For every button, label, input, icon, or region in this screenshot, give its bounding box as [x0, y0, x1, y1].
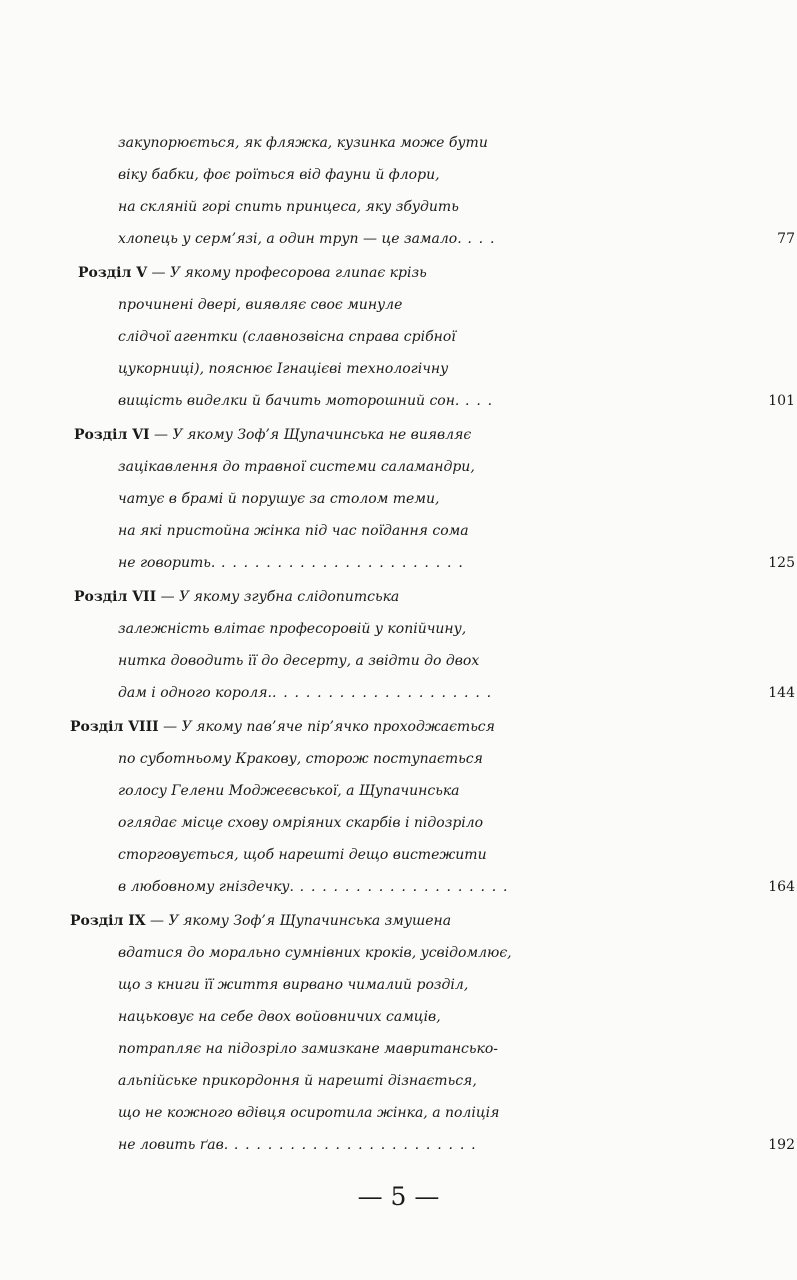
chapter-label: Розділ VI	[74, 427, 150, 443]
toc-line: на які пристойна жінка під час поїдання сома	[118, 523, 469, 539]
chapter-label: Розділ VIII	[70, 719, 159, 735]
toc-line: альпійське прикордоння й нарешті дізнається,	[118, 1073, 477, 1089]
chapter-summary-start: — У якому згубна слідопитська	[156, 589, 400, 605]
page-number-footer: — 5 —	[357, 1182, 440, 1211]
toc-line: зацікавлення до травної системи саламандри,	[118, 459, 475, 475]
toc-line: голосу Гелени Моджеєвської, а Щупачинська	[118, 783, 460, 799]
toc-line: чатує в брамі й порушує за столом теми,	[118, 491, 440, 507]
toc-line-last	[0, 677, 797, 709]
toc-page-number: 192	[768, 1137, 795, 1153]
toc-line: оглядає місце схову омріяних скарбів і підозріло	[118, 815, 484, 831]
toc-line: нитка доводить її до десерту, а звідти до двох	[118, 653, 480, 669]
toc-entry-head	[0, 419, 797, 451]
toc-leader-dots: . . . . . . . . . . . . . . . . . . . . . .	[215, 555, 464, 571]
toc-line: що не кожного вдівця осиротила жінка, а поліція	[118, 1105, 500, 1121]
toc-page-number: 125	[768, 555, 795, 571]
toc-line-text: не ловить ґав.	[118, 1137, 229, 1153]
chapter-summary-start: — У якому професорова глипає крізь	[147, 265, 427, 281]
toc-line: потрапляє на підозріло замизкане мавритансько-	[118, 1041, 499, 1057]
toc-leader-dots: . . .	[459, 393, 494, 409]
chapter-label: Розділ VII	[74, 589, 157, 605]
toc-entry-head	[0, 711, 797, 743]
toc-line: що з книги її життя вирвано чималий розділ,	[118, 977, 469, 993]
toc-leader-dots: . . .	[461, 231, 496, 247]
toc-page-number: 144	[768, 685, 795, 701]
toc-line-last	[0, 871, 797, 903]
toc-line-text: дам і одного короля.	[118, 685, 272, 701]
toc-line: прочинені двері, виявляє своє минуле	[118, 297, 403, 313]
toc-entry-head	[0, 581, 797, 613]
toc-line-last	[0, 547, 797, 579]
toc-page-number: 101	[768, 393, 795, 409]
toc-leader-dots: . . . . . . . . . . . . . . . . . . .	[294, 879, 509, 895]
chapter-summary-start: — У якому пав’яче пір’ячко проходжається	[158, 719, 495, 735]
toc-line: закупорюється, як фляжка, кузинка може бути	[118, 135, 488, 151]
toc-line-last	[0, 385, 797, 417]
toc-line-last	[0, 1129, 797, 1161]
toc-line: сторговується, щоб нарешті дещо вистежити	[118, 847, 487, 863]
toc-line: вдатися до морально сумнівних кроків, усвідомлює,	[118, 945, 512, 961]
toc-line: на скляній горі спить принцеса, яку збудить	[118, 199, 459, 215]
chapter-summary-start: — У якому Зоф’я Щупачинська не виявляє	[149, 427, 472, 443]
toc-line: слідчої агентки (славнозвісна справа срібної	[118, 329, 456, 345]
chapter-label: Розділ V	[78, 265, 148, 281]
toc-page-number: 77	[777, 231, 795, 247]
toc-line-last	[0, 223, 797, 255]
toc-leader-dots: . . . . . . . . . . . . . . . . . . . .	[271, 685, 493, 701]
toc-line: залежність влітає професоровій у копійчину,	[118, 621, 467, 637]
toc-entry-head	[0, 257, 797, 289]
toc-line: віку бабки, фоє роїться від фауни й флори,	[118, 167, 440, 183]
chapter-summary-start: — У якому Зоф’я Щупачинська змушена	[145, 913, 452, 929]
toc-page-number: 164	[768, 879, 795, 895]
toc-line-text: вищість виделки й бачить моторошний сон.	[118, 393, 460, 409]
toc-line: цукорниці), пояснює Ігнацієві технологічну	[118, 361, 449, 377]
toc-line-text: хлопець у серм’язі, а один труп — це замало.	[118, 231, 462, 247]
toc-leader-dots: . . . . . . . . . . . . . . . . . . . . . .	[228, 1137, 477, 1153]
toc-entry-head	[0, 905, 797, 937]
toc-line: нацьковує на себе двох войовничих самців,	[118, 1009, 441, 1025]
toc-line-text: не говорить.	[118, 555, 216, 571]
toc-line-text: в любовному гніздечку.	[118, 879, 294, 895]
chapter-label: Розділ IX	[70, 913, 146, 929]
toc-line: по суботньому Кракову, сторож поступається	[118, 751, 483, 767]
